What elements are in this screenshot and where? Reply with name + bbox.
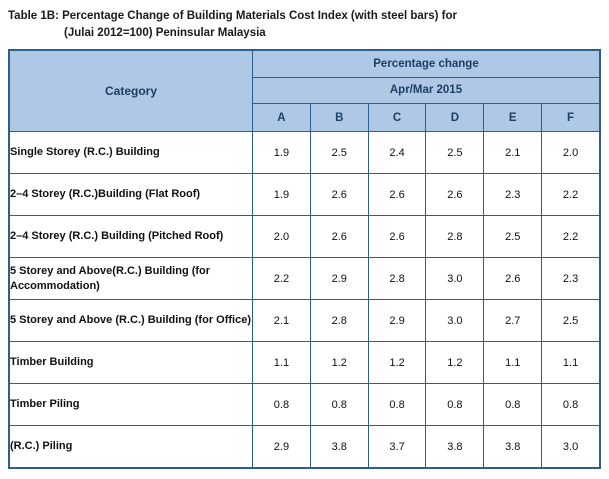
table-header [10, 51, 600, 132]
caption-line-1: Table 1B: Percentage Change of Building Materials Cost Index (with steel bars) for [8, 10, 458, 22]
column-header-a: A [253, 103, 311, 131]
row-value-b: 2.6 [310, 174, 368, 216]
row-value-d: 2.8 [426, 216, 484, 258]
row-value-b: 2.9 [310, 258, 368, 300]
row-value-e: 2.7 [484, 300, 542, 342]
row-value-d: 2.5 [426, 132, 484, 174]
row-value-a: 0.8 [253, 384, 311, 426]
row-value-c: 0.8 [368, 384, 426, 426]
row-value-d: 3.0 [426, 258, 484, 300]
row-category: Timber Building [10, 342, 253, 384]
row-value-b: 2.6 [310, 216, 368, 258]
column-header-f: F [542, 103, 600, 131]
row-value-d: 3.0 [426, 300, 484, 342]
table-caption [0, 0, 609, 41]
table-row [10, 174, 600, 216]
row-value-a: 1.1 [253, 342, 311, 384]
column-header-b: B [310, 103, 368, 131]
row-value-f: 2.3 [542, 258, 600, 300]
row-category: 5 Storey and Above (R.C.) Building (for Office) [10, 300, 253, 342]
row-value-e: 2.3 [484, 174, 542, 216]
table-row [10, 426, 600, 468]
row-value-a: 2.0 [253, 216, 311, 258]
row-value-a: 2.9 [253, 426, 311, 468]
caption-line-2: (Julai 2012=100) Peninsular Malaysia [64, 26, 266, 39]
row-category: 2–4 Storey (R.C.)Building (Flat Roof) [10, 174, 253, 216]
row-value-b: 1.2 [310, 342, 368, 384]
row-value-c: 2.6 [368, 174, 426, 216]
row-value-f: 3.0 [542, 426, 600, 468]
row-value-f: 0.8 [542, 384, 600, 426]
row-value-e: 2.5 [484, 216, 542, 258]
row-value-c: 2.6 [368, 216, 426, 258]
row-value-a: 1.9 [253, 132, 311, 174]
table-row [10, 384, 600, 426]
row-value-e: 1.1 [484, 342, 542, 384]
row-value-f: 1.1 [542, 342, 600, 384]
row-value-d: 0.8 [426, 384, 484, 426]
row-value-a: 2.2 [253, 258, 311, 300]
row-value-b: 0.8 [310, 384, 368, 426]
row-category: 5 Storey and Above(R.C.) Building (for Accommodation) [10, 258, 253, 300]
row-value-d: 3.8 [426, 426, 484, 468]
row-value-d: 1.2 [426, 342, 484, 384]
table-row [10, 342, 600, 384]
row-value-e: 2.6 [484, 258, 542, 300]
row-value-f: 2.5 [542, 300, 600, 342]
building-materials-cost-index-table [9, 50, 600, 468]
header-row-group [10, 51, 600, 77]
row-value-b: 2.5 [310, 132, 368, 174]
row-category: Single Storey (R.C.) Building [10, 132, 253, 174]
column-header-category: Category [10, 51, 253, 132]
column-header-c: C [368, 103, 426, 131]
column-header-percentage-change: Percentage change [253, 51, 600, 77]
column-header-period: Apr/Mar 2015 [253, 77, 600, 103]
table-row [10, 216, 600, 258]
column-header-d: D [426, 103, 484, 131]
table-row [10, 132, 600, 174]
table-row [10, 258, 600, 300]
row-value-a: 1.9 [253, 174, 311, 216]
row-value-f: 2.2 [542, 216, 600, 258]
row-value-d: 2.6 [426, 174, 484, 216]
row-value-f: 2.2 [542, 174, 600, 216]
row-value-a: 2.1 [253, 300, 311, 342]
row-value-c: 1.2 [368, 342, 426, 384]
row-category: (R.C.) Piling [10, 426, 253, 468]
row-value-b: 3.8 [310, 426, 368, 468]
row-value-b: 2.8 [310, 300, 368, 342]
table-container [8, 49, 601, 469]
table-body [10, 132, 600, 468]
row-category: Timber Piling [10, 384, 253, 426]
row-category: 2–4 Storey (R.C.) Building (Pitched Roof) [10, 216, 253, 258]
row-value-c: 2.4 [368, 132, 426, 174]
row-value-e: 3.8 [484, 426, 542, 468]
row-value-e: 0.8 [484, 384, 542, 426]
row-value-f: 2.0 [542, 132, 600, 174]
row-value-c: 2.8 [368, 258, 426, 300]
table-row [10, 300, 600, 342]
column-header-e: E [484, 103, 542, 131]
row-value-e: 2.1 [484, 132, 542, 174]
row-value-c: 2.9 [368, 300, 426, 342]
row-value-c: 3.7 [368, 426, 426, 468]
